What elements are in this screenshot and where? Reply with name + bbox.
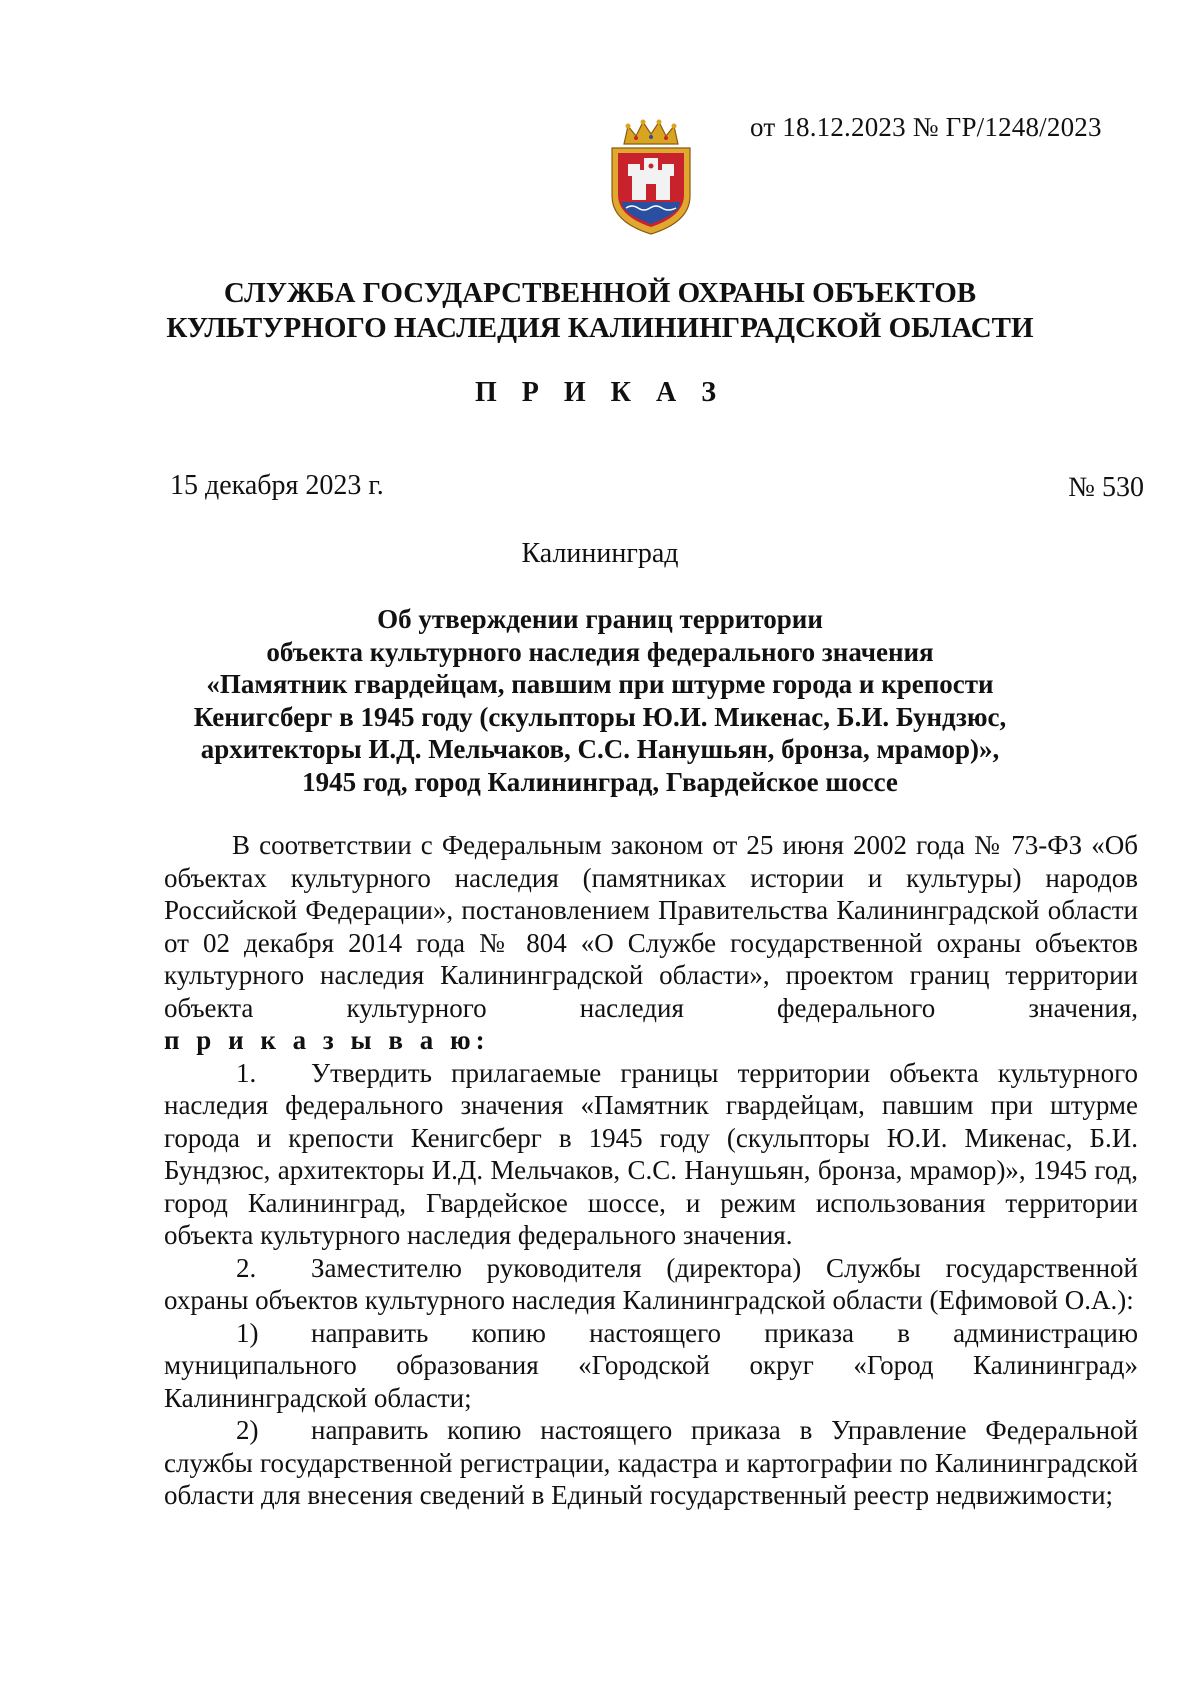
order-city: Калининград: [521, 538, 679, 569]
title-line: Кенигсберг в 1945 году (скульпторы Ю.И. Микенас, Б.И. Бундзюс,: [193, 701, 1007, 732]
order-word: п р и к а з ы в а ю:: [164, 1025, 490, 1055]
document-type: П Р И К А З: [475, 377, 725, 408]
item-1-text: Утвердить прилагаемые границы территории объекта культурного наследия федерального значения «Памятник гвардейцам, павшим при штурме города и крепости Кенигсберг в 1945 году (скульпторы Ю.И. Микенас, Б.И. Бундзюс, архитекторы И.Д. Мельчаков, С.С. Нанушьян, бронза, мрамор)», 1945 год, город Калининград, Гвардейское шоссе, и режим использования территории объекта культурного наследия федерального значения.: [164, 1057, 1138, 1250]
kaliningrad-coat-of-arms-icon: [606, 118, 696, 236]
subitem-2-number: 2): [236, 1415, 259, 1445]
subitem-1-paragraph: [164, 1317, 1138, 1415]
subitem-1-text: направить копию настоящего приказа в администрацию муниципального образования «Городской округ «Город Калининград» Калининградской области;: [164, 1317, 1138, 1413]
registration-number: от 18.12.2023 № ГР/1248/2023: [750, 112, 1102, 142]
item-1-paragraph: [164, 1057, 1138, 1252]
item-2-text: Заместителю руководителя (директора) Службы государственной охраны объектов культурного наследия Калининградской области (Ефимовой О.А.):: [164, 1252, 1138, 1315]
item-1-number: 1.: [236, 1057, 257, 1088]
subitem-2-paragraph: [164, 1414, 1138, 1512]
title-line: 1945 год, город Калининград, Гвардейское шоссе: [302, 766, 898, 797]
preamble-paragraph: В соответствии с Федеральным законом от 25 июня 2002 года № 73-ФЗ «Об объектах культурного наследия (памятниках истории и культуры) народов Российской Федерации», постановлением Правительства Калининградской области от 02 декабря 2014 года № 804 «О Службе государственной охраны объектов культурного наследия Калининградской области», проектом границ территории объекта культурного наследия федерального значения,: [164, 830, 1138, 1023]
title-line: архитекторы И.Д. Мельчаков, С.С. Нанушьян, бронза, мрамор)»,: [200, 734, 1000, 764]
title-line: Об утверждении границ территории: [377, 604, 823, 634]
item-2-paragraph: [164, 1252, 1138, 1317]
order-date: 15 декабря 2023 г.: [170, 470, 384, 501]
agency-line-1: СЛУЖБА ГОСУДАРСТВЕННОЙ ОХРАНЫ ОБЪЕКТОВ: [223, 277, 977, 309]
order-title: [150, 603, 1050, 798]
item-2-number: 2.: [236, 1252, 257, 1283]
title-line: объекта культурного наследия федерального значения: [266, 636, 934, 667]
subitem-1-number: 1): [236, 1317, 259, 1348]
agency-line-2: КУЛЬТУРНОГО НАСЛЕДИЯ КАЛИНИНГРАДСКОЙ ОБЛАСТИ: [166, 312, 1034, 344]
subitem-2-text: направить копию настоящего приказа в Управление Федеральной службы государственной регистрации, кадастра и картографии по Калининградской области для внесения сведений в Единый государственный реестр недвижимости;: [164, 1415, 1138, 1510]
order-number: № 530: [1068, 472, 1144, 503]
order-word-paragraph: [164, 1024, 1138, 1057]
title-line: «Памятник гвардейцам, павшим при штурме города и крепости: [206, 669, 994, 699]
agency-name: [0, 276, 1200, 346]
order-body: [164, 829, 1138, 1512]
